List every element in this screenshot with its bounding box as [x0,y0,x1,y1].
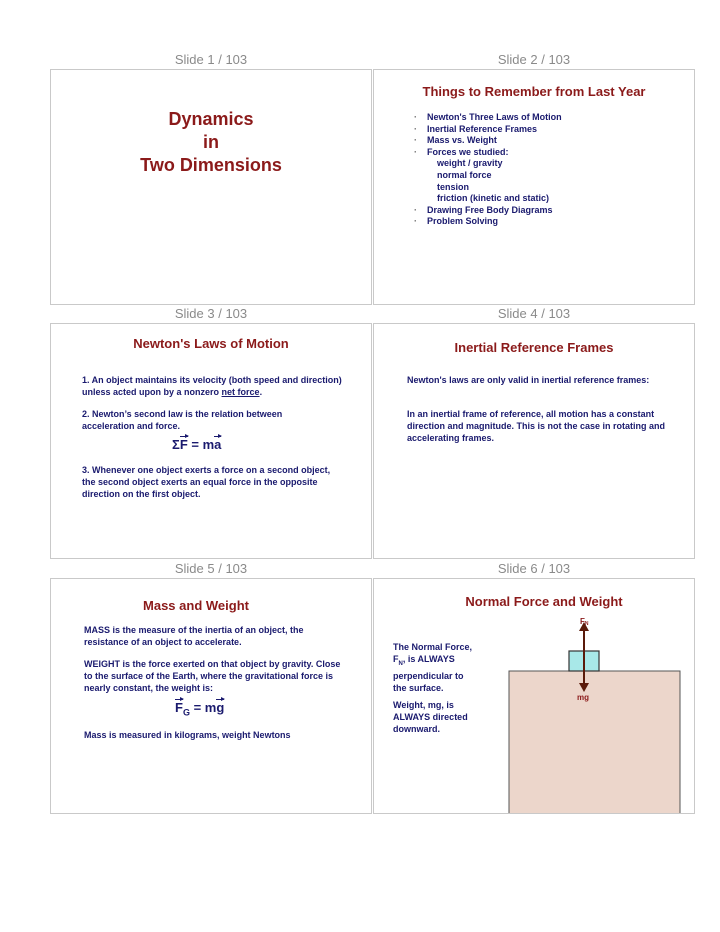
weight-direction-paragraph: Weight, mg, is ALWAYS directed downward. [393,700,468,734]
newton-law-2: 2. Newton’s second law is the relation between acceleration and force. [82,409,283,431]
slide-5-title: Mass and Weight [143,598,249,613]
slide-label-3: Slide 3 / 103 [174,306,248,321]
slide-2-bullet-list [414,112,562,228]
fn-subscript: N [398,660,403,667]
title-line-2: in [203,132,219,152]
newton-law-1 [82,374,344,398]
slide-3 [50,323,372,559]
slide-4-title: Inertial Reference Frames [454,340,614,355]
slide-label-5: Slide 5 / 103 [174,561,248,576]
fn-symbol: F [393,654,399,664]
inertial-paragraph-1: Newton's laws are only valid in inertial reference frames: [407,375,650,385]
fn-diagram-symbol: F [580,617,585,626]
newton-law-3: 3. Whenever one object exerts a force on a second object, the second object exerts an equal force in the opposite direction on the first object. [82,465,331,499]
units-paragraph: Mass is measured in kilograms, weight Newtons [84,730,291,740]
acceleration-vector: a [214,437,222,452]
slide-label-4: Slide 4 / 103 [497,306,571,321]
title-line-3: Two Dimensions [140,155,282,175]
slide-6-title: Normal Force and Weight [465,594,623,609]
law-1-period: . [259,387,263,397]
gravity-vector: g [216,700,225,715]
normal-force-line-4: the surface. [393,682,444,693]
slide-label-2: Slide 2 / 103 [497,52,571,67]
normal-force-diagram [374,579,695,814]
fn-diagram-subscript: N [584,621,589,627]
bullet-item: · Drawing Free Body Diagrams [414,205,562,217]
slide-6 [373,578,695,814]
newton-second-law-formula [172,437,221,452]
mg-diagram-label: mg [577,693,589,702]
sub-item: tension [437,181,470,192]
slide-1-title [51,108,371,177]
bullet-item: · Mass vs. Weight [414,135,562,147]
force-vector: F [179,437,188,452]
weight-force-vector: F [175,700,183,715]
weight-force-subscript: G [182,707,190,718]
slide-label-6: Slide 6 / 103 [497,561,571,576]
weight-formula [175,700,224,718]
sub-item: friction (kinetic and static) [437,193,550,204]
slide-5 [50,578,372,814]
bullet-item [414,147,562,205]
title-line-1: Dynamics [168,109,254,129]
bullet-item-label: Forces we studied: [427,146,509,157]
ground-surface [509,671,680,814]
fn-diagram-label [580,617,589,627]
bullet-item: · Inertial Reference Frames [414,124,562,136]
sub-item: weight / gravity [437,158,503,169]
fn-rest: , is ALWAYS [402,654,455,664]
slide-1 [50,69,372,305]
normal-force-line-1: The Normal Force, [393,642,473,652]
normal-force-line-3: perpendicular to [393,670,464,681]
slide-2 [373,69,695,305]
net-force-link: net force [221,387,260,397]
formula-equals-m: = m [187,437,215,452]
slide-4 [373,323,695,559]
bullet-item: · Newton's Three Laws of Motion [414,112,562,124]
formula-equals-m: = m [189,700,217,715]
inertial-paragraph-2: In an inertial frame of reference, all motion has a constant direction and magnitude. This is not the case in rotating and accelerating frames. [407,409,666,443]
weight-paragraph: WEIGHT is the force exerted on that object by gravity. Close to the surface of the Earth, where the gravitational force is nearly constant, the weight is: [84,659,341,693]
slide-label-1: Slide 1 / 103 [174,52,248,67]
mass-paragraph: MASS is the measure of the inertia of an object, the resistance of an object to accelerate. [84,625,304,647]
law-1-text: 1. An object maintains its velocity (both speed and direction) unless acted upon by a nonzero [82,375,342,397]
slide-3-title: Newton's Laws of Motion [133,336,289,351]
slide-2-title: Things to Remember from Last Year [422,84,646,99]
bullet-item: · Problem Solving [414,216,562,228]
sigma-symbol: Σ [172,437,180,452]
sub-item: normal force [437,169,492,180]
